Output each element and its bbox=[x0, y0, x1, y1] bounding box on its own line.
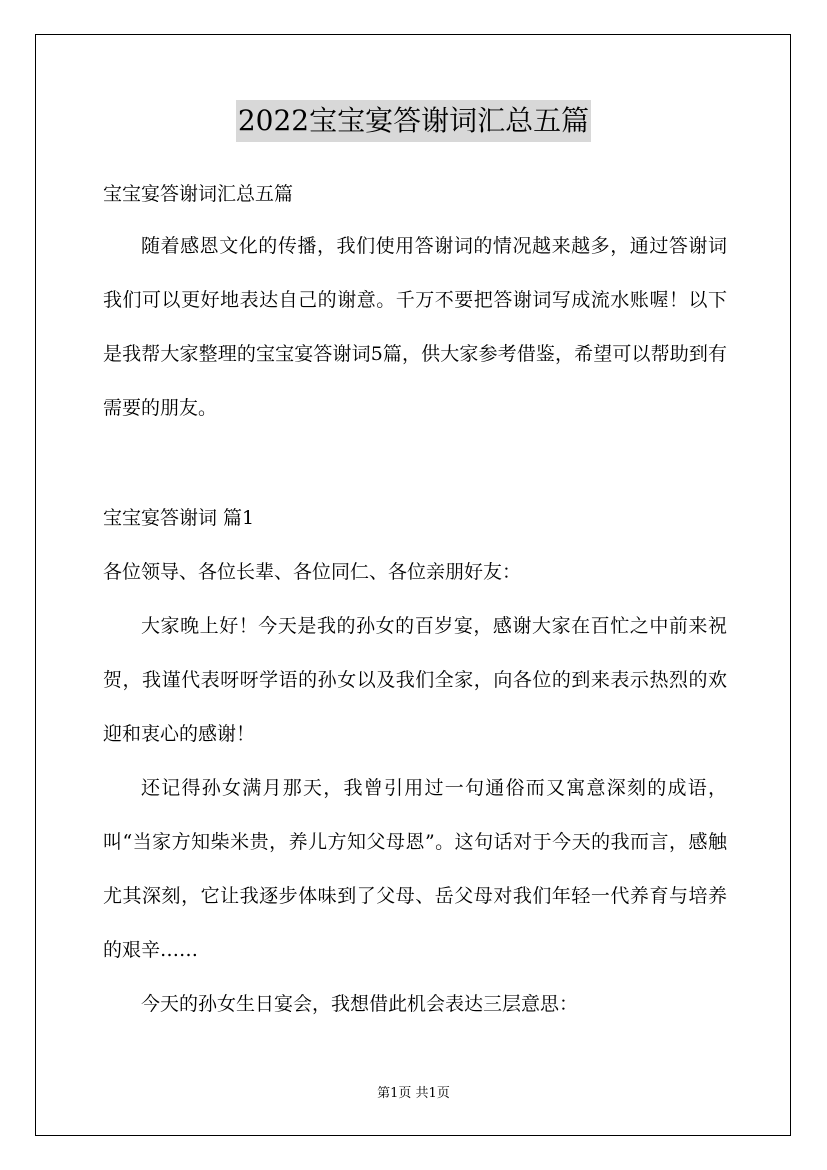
title-container bbox=[0, 100, 827, 142]
salutation: 各位领导、各位长辈、各位同仁、各位亲朋好友： bbox=[103, 561, 522, 583]
section-heading: 宝宝宴答谢词 篇1 bbox=[103, 507, 255, 529]
intro-paragraph: 随着感恩文化的传播，我们使用答谢词的情况越来越多，通过答谢词我们可以更好地表达自己的谢意。千万不要把答谢词写成流水账喔！以下是我帮大家整理的宝宝宴答谢词5篇，供大家参考借鉴，希望可以帮助到有需要的朋友。 bbox=[103, 235, 727, 419]
body-paragraph-3: 今天的孙女生日宴会，我想借此机会表达三层意思： bbox=[141, 993, 579, 1015]
document-title: 2022宝宝宴答谢词汇总五篇 bbox=[236, 100, 591, 142]
body-paragraph-1: 大家晚上好！今天是我的孙女的百岁宴，感谢大家在百忙之中前来祝贺，我谨代表呀呀学语的孙女以及我们全家，向各位的到来表示热烈的欢迎和衷心的感谢！ bbox=[103, 615, 727, 745]
document-subtitle: 宝宝宴答谢词汇总五篇 bbox=[103, 183, 294, 205]
page-footer: 第1页 共1页 bbox=[377, 1086, 450, 1101]
body-paragraph-2: 还记得孙女满月那天，我曾引用过一句通俗而又寓意深刻的成语，叫“当家方知柴米贵，养儿方知父母恩”。这句话对于今天的我而言，感触尤其深刻，它让我逐步体味到了父母、岳父母对我们年轻一代养育与培养的艰辛…… bbox=[103, 777, 727, 961]
